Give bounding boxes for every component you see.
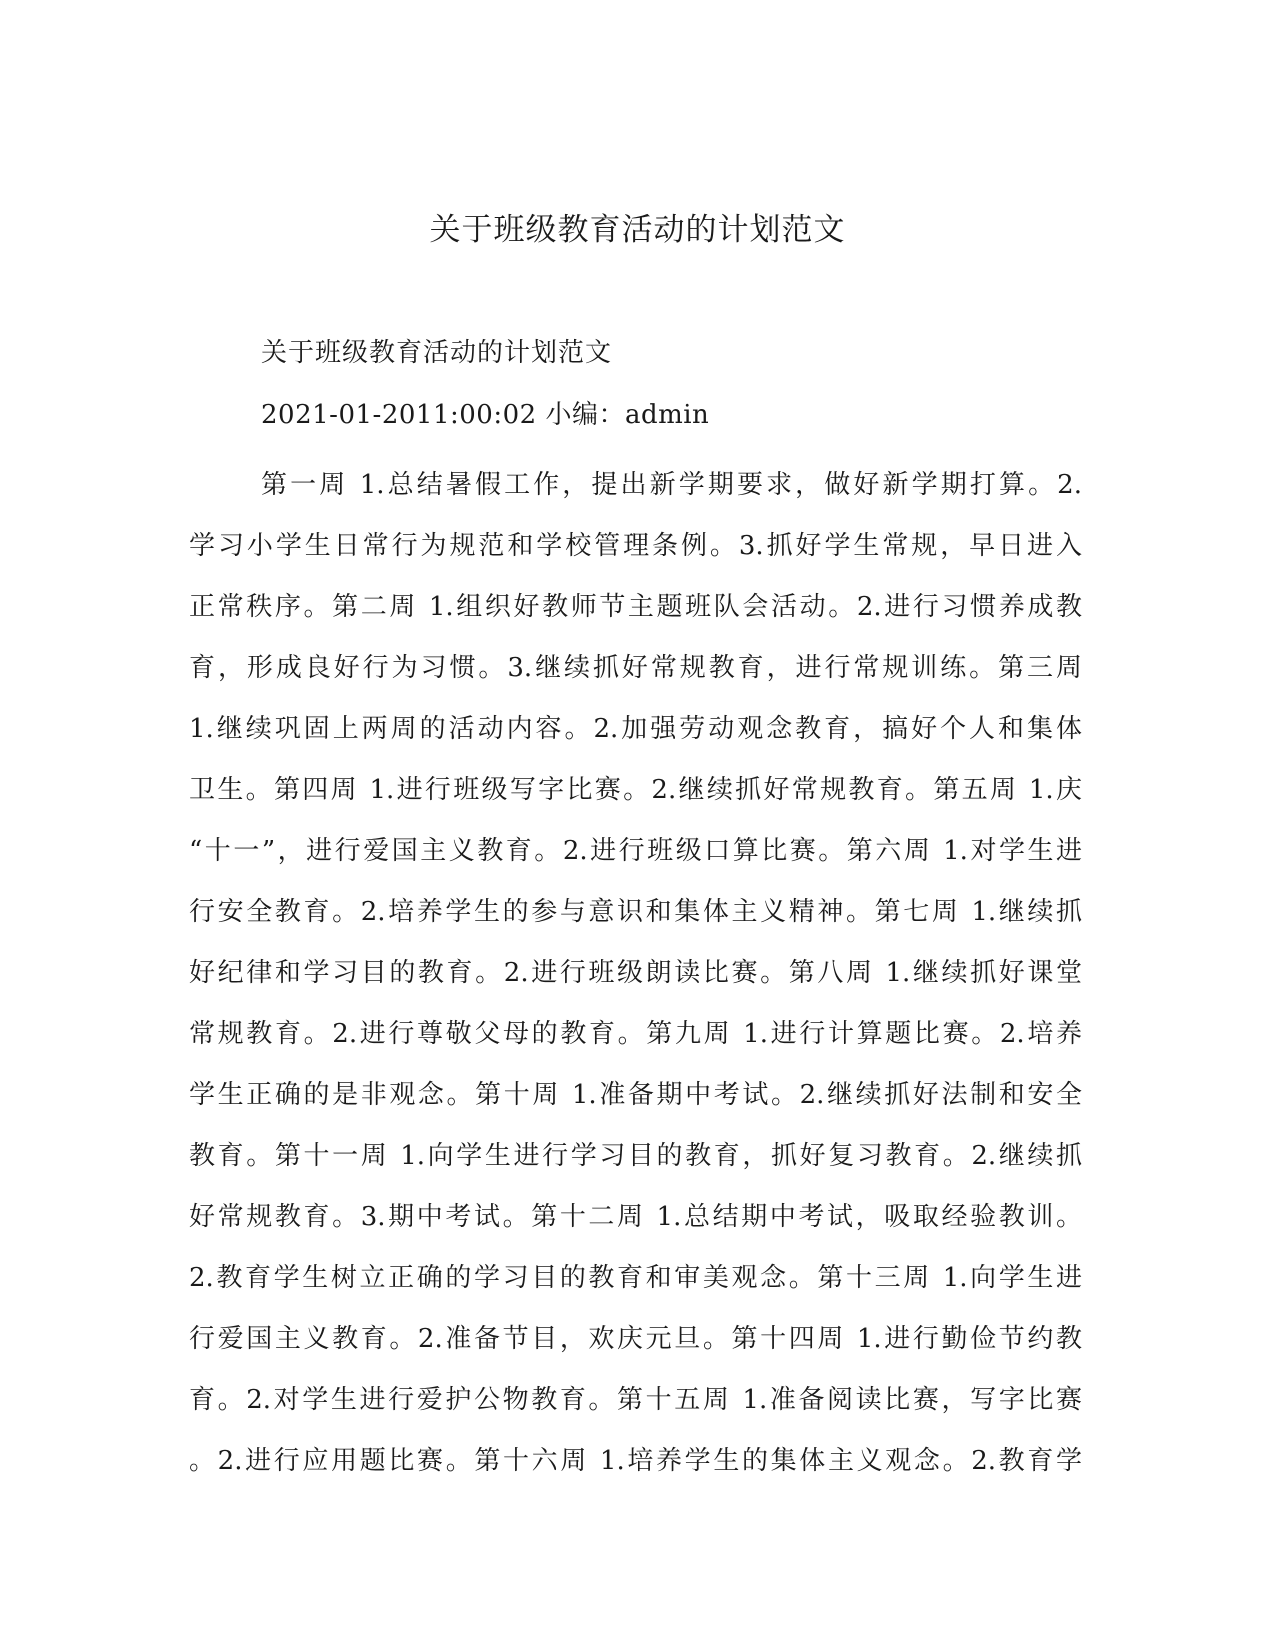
- body-line: 好纪律和学习目的教育。2.进行班级朗读比赛。第八周 1.继续抓好课堂: [189, 958, 1082, 988]
- body-line: “十一”，进行爱国主义教育。2.进行班级口算比赛。第六周 1.对学生进: [189, 836, 1082, 866]
- body-line: 1.继续巩固上两周的活动内容。2.加强劳动观念教育，搞好个人和集体: [189, 714, 1082, 744]
- body-line: 学习小学生日常行为规范和学校管理条例。3.抓好学生常规，早日进入: [189, 531, 1082, 561]
- document-title: 关于班级教育活动的计划范文: [429, 212, 846, 248]
- body-line: 学生正确的是非观念。第十周 1.准备期中考试。2.继续抓好法制和安全: [189, 1080, 1082, 1110]
- body-line: 行安全教育。2.培养学生的参与意识和集体主义精神。第七周 1.继续抓: [189, 897, 1082, 927]
- body-line: 。2.进行应用题比赛。第十六周 1.培养学生的集体主义观念。2.教育学: [189, 1446, 1082, 1476]
- publish-byline: 2021-01-2011:00:02 小编：admin: [261, 400, 710, 430]
- document-body: [189, 455, 1082, 1492]
- body-line: 好常规教育。3.期中考试。第十二周 1.总结期中考试，吸取经验教训。: [189, 1202, 1082, 1232]
- body-line: 2.教育学生树立正确的学习目的教育和审美观念。第十三周 1.向学生进: [189, 1263, 1082, 1293]
- body-line: 正常秩序。第二周 1.组织好教师节主题班队会活动。2.进行习惯养成教: [189, 592, 1082, 622]
- body-line: 育。2.对学生进行爱护公物教育。第十五周 1.准备阅读比赛，写字比赛: [189, 1385, 1082, 1415]
- body-line: 常规教育。2.进行尊敬父母的教育。第九周 1.进行计算题比赛。2.培养: [189, 1019, 1082, 1049]
- body-line: 行爱国主义教育。2.准备节目，欢庆元旦。第十四周 1.进行勤俭节约教: [189, 1324, 1082, 1354]
- body-line: 卫生。第四周 1.进行班级写字比赛。2.继续抓好常规教育。第五周 1.庆: [189, 775, 1082, 805]
- body-line: 教育。第十一周 1.向学生进行学习目的教育，抓好复习教育。2.继续抓: [189, 1141, 1082, 1171]
- body-line: 育，形成良好行为习惯。3.继续抓好常规教育，进行常规训练。第三周: [189, 653, 1082, 683]
- document-subtitle: 关于班级教育活动的计划范文: [261, 338, 613, 368]
- body-line: 第一周 1.总结暑假工作，提出新学期要求，做好新学期打算。2.: [261, 470, 1082, 500]
